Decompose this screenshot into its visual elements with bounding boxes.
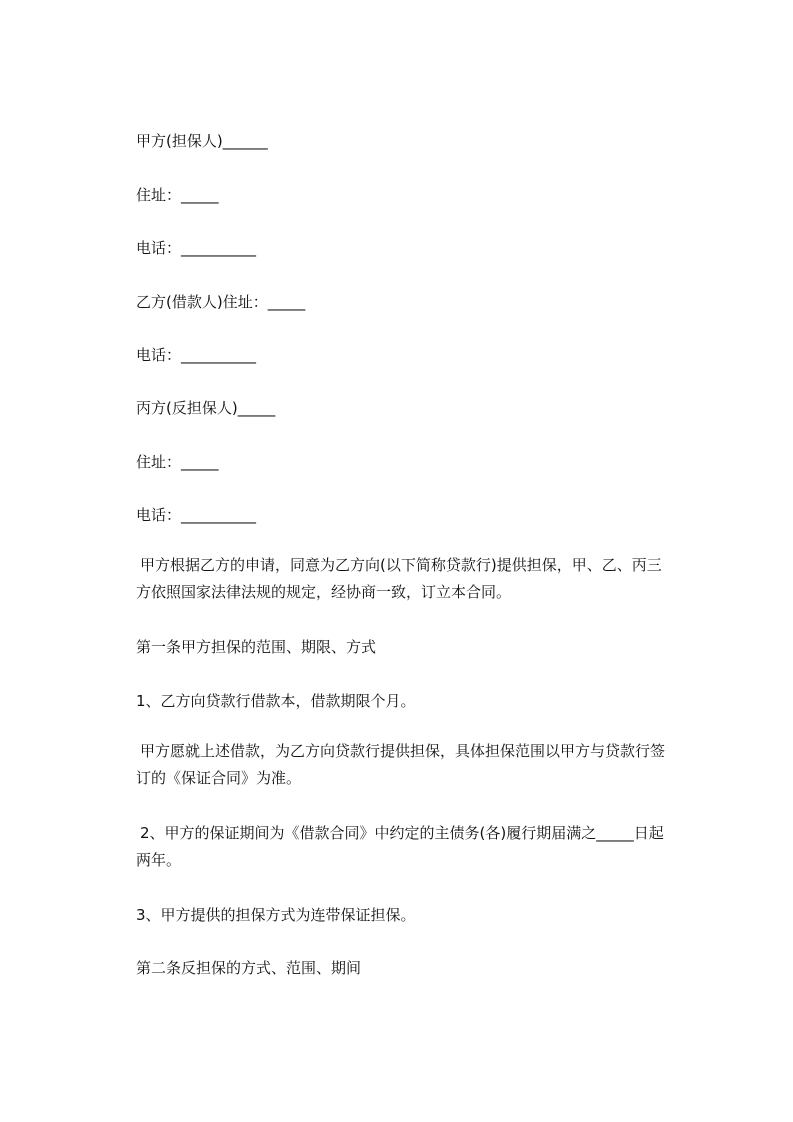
party-a-line: 甲方(担保人)______ [136,132,268,150]
party-c-address: 住址：_____ [136,453,219,471]
party-c-phone: 电话：__________ [136,506,257,524]
clause-3: 3、甲方提供的担保方式为连带保证担保。 [136,906,416,924]
clause-1-detail-line-2: 订的《保证合同》为准。 [136,769,302,787]
article-2-title: 第二条反担保的方式、范围、期间 [136,959,362,977]
party-a-phone: 电话：__________ [136,239,257,257]
intro-line-2: 方依照国家法律法规的规定，经协商一致，订立本合同。 [136,583,512,601]
clause-2 [136,820,704,874]
intro-paragraph [136,552,704,606]
clause-2-line-1: 2、甲方的保证期间为《借款合同》中约定的主债务(各)履行期届满之_____日起 [140,824,664,842]
party-b-line: 乙方(借款人)住址：_____ [136,293,306,311]
party-a-address: 住址：_____ [136,186,219,204]
clause-1-detail-line-1: 甲方愿就上述借款，为乙方向贷款行提供担保，具体担保范围以甲方与贷款行签 [140,742,666,760]
party-c-line: 丙方(反担保人)_____ [136,399,276,417]
intro-line-1: 甲方根据乙方的申请，同意为乙方向(以下简称贷款行)提供担保，甲、乙、丙三 [140,556,662,574]
article-1-title: 第一条甲方担保的范围、期限、方式 [136,638,377,656]
clause-1: 1、乙方向贷款行借款本，借款期限个月。 [136,692,416,710]
clause-1-detail [136,738,704,792]
party-b-phone: 电话：__________ [136,346,257,364]
clause-2-line-2: 两年。 [136,851,182,869]
